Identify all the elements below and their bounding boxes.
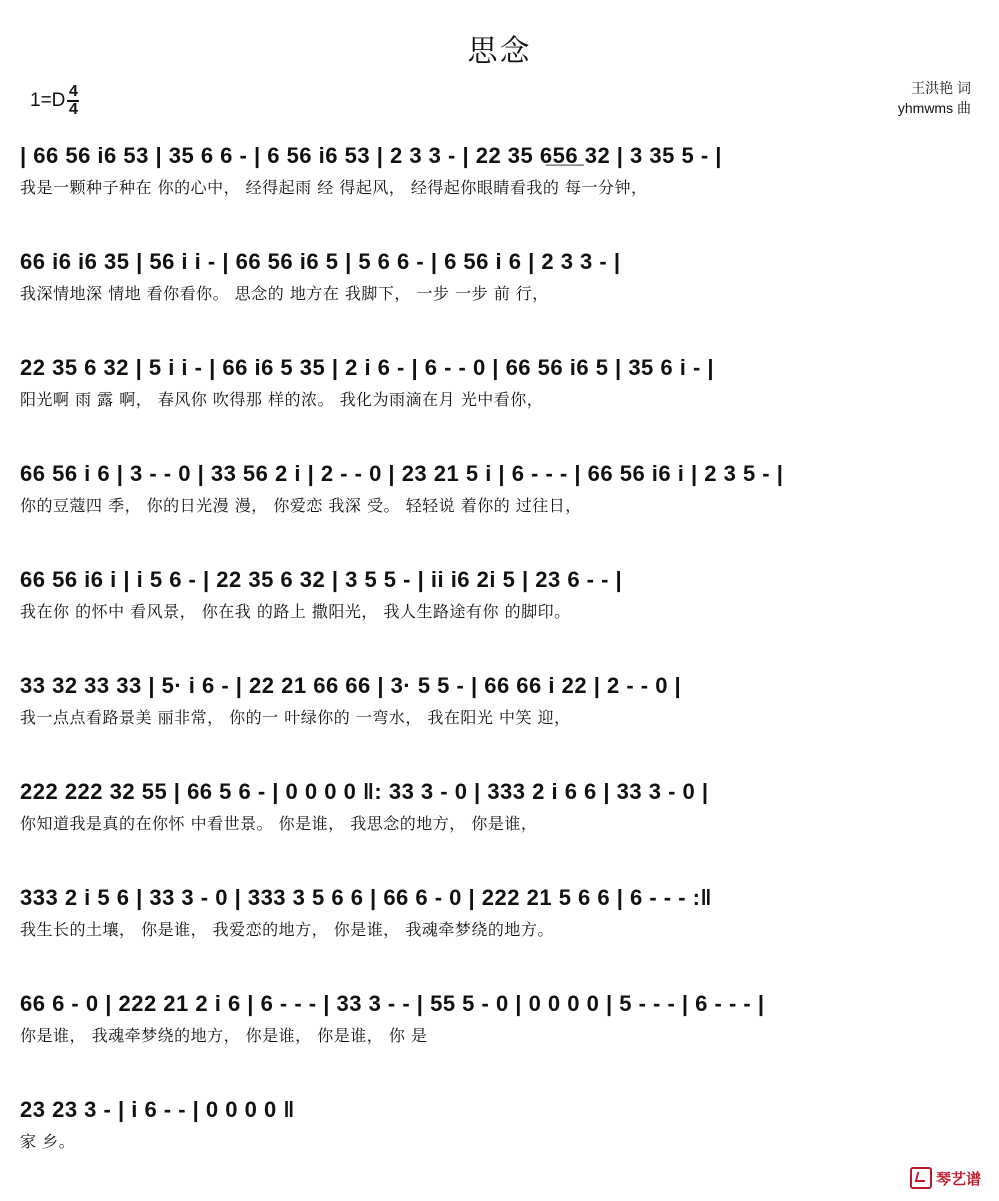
score-system-4 bbox=[20, 454, 980, 518]
lyricist: 王洪艳 词 bbox=[911, 80, 971, 96]
key-signature bbox=[30, 84, 79, 118]
logo-icon bbox=[910, 1167, 932, 1189]
lyric-line: 你知道我是真的在你怀 中看世景。 你是谁， 我思念的地方， 你是谁， bbox=[20, 814, 538, 833]
time-signature-bottom: 4 bbox=[68, 101, 78, 118]
lyric-line: 你是谁， 我魂牵梦绕的地方， 你是谁， 你是谁， 你 是 bbox=[20, 1026, 428, 1045]
score-system-1 bbox=[20, 136, 980, 200]
lyric-line: 阳光啊 雨 露 啊， 春风你 吹得那 样的浓。 我化为雨滴在月 光中看你， bbox=[20, 390, 544, 409]
score-system-3 bbox=[20, 348, 980, 412]
lyric-line: 家 乡。 bbox=[20, 1132, 76, 1151]
score-system-5 bbox=[20, 560, 980, 624]
notation-line: | 66 56 i6 53 | 35 6 6 - | 6 56 i6 53 | 2 3 3 - | 22 35 6̲5̲6̲ 32 | 3 35 5 - | bbox=[20, 143, 722, 168]
key-label: 1=D bbox=[30, 90, 66, 111]
lyric-line: 我生长的土壤， 你是谁， 我爱恋的地方， 你是谁， 我魂牵梦绕的地方。 bbox=[20, 920, 554, 939]
notation-line: 66 56 i 6 | 3 - - 0 | 33 56 2 i | 2 - - 0 | 23 21 5 i | 6 - - - | 66 56 i6 i | 2 3 5 - | bbox=[20, 461, 784, 486]
score-system-2 bbox=[20, 242, 980, 306]
notation-line: 23 23 3 - | i 6 - - | 0 0 0 0 ‖ bbox=[20, 1097, 295, 1122]
notation-line: 22 35 6 32 | 5 i i - | 66 i6 5 35 | 2 i 6 - | 6 - - 0 | 66 56 i6 5 | 35 6 i - | bbox=[20, 355, 715, 380]
notation-line: 66 i6 i6 35 | 56 i i - | 66 56 i6 5 | 5 6 6 - | 6 56 i 6 | 2 3 3 - | bbox=[20, 249, 621, 274]
notation-line: 66 56 i6 i | i 5 6 - | 22 35 6 32 | 3 5 5 - | ii i6 2i 5 | 23 6 - - | bbox=[20, 567, 623, 592]
notation-line: 66 6 - 0 | 222 21 2 i 6 | 6 - - - | 33 3 - - | 55 5 - 0 | 0 0 0 0 | 5 - - - | 6 - - - | bbox=[20, 991, 765, 1016]
watermark-text: 琴艺谱 bbox=[935, 1169, 981, 1188]
lyric-line: 我是一颗种子种在 你的心中， 经得起雨 经 得起风， 经得起你眼睛看我的 每一分钟， bbox=[20, 178, 648, 197]
score-system-9 bbox=[20, 984, 980, 1048]
lyric-line: 我深情地深 情地 看你看你。 思念的 地方在 我脚下， 一步 一步 前 行， bbox=[20, 284, 549, 303]
score-system-10 bbox=[20, 1090, 980, 1154]
time-signature bbox=[67, 84, 79, 118]
notation-line: 333 2 i 5 6 | 33 3 - 0 | 333 3 5 6 6 | 66 6 - 0 | 222 21 5 6 6 | 6 - - - :‖ bbox=[20, 885, 712, 910]
score-system-6 bbox=[20, 666, 980, 730]
time-signature-top: 4 bbox=[68, 83, 78, 100]
notation-line: 222 222 32 55 | 66 5 6 - | 0 0 0 0 ‖: 33 3 - 0 | 333 2 i 6 6 | 33 3 - 0 | bbox=[20, 779, 709, 804]
watermark bbox=[910, 1167, 981, 1189]
lyric-line: 你的豆蔻四 季， 你的日光漫 漫， 你爱恋 我深 受。 轻轻说 着你的 过往日， bbox=[20, 496, 582, 515]
score-system-8 bbox=[20, 878, 980, 942]
score-system-7 bbox=[20, 772, 980, 836]
lyric-line: 我在你 的怀中 看风景， 你在我 的路上 撒阳光， 我人生路途有你 的脚印。 bbox=[20, 602, 571, 621]
notation-line: 33 32 33 33 | 5· i 6 - | 22 21 66 66 | 3· 5 5 - | 66 66 i 22 | 2 - - 0 | bbox=[20, 673, 682, 698]
composer: yhmwms 曲 bbox=[897, 100, 971, 116]
credits bbox=[898, 78, 971, 118]
lyric-line: 我一点点看路景美 丽非常， 你的一 叶绿你的 一弯水， 我在阳光 中笑 迎， bbox=[20, 708, 571, 727]
song-title: 思念 bbox=[467, 34, 532, 69]
